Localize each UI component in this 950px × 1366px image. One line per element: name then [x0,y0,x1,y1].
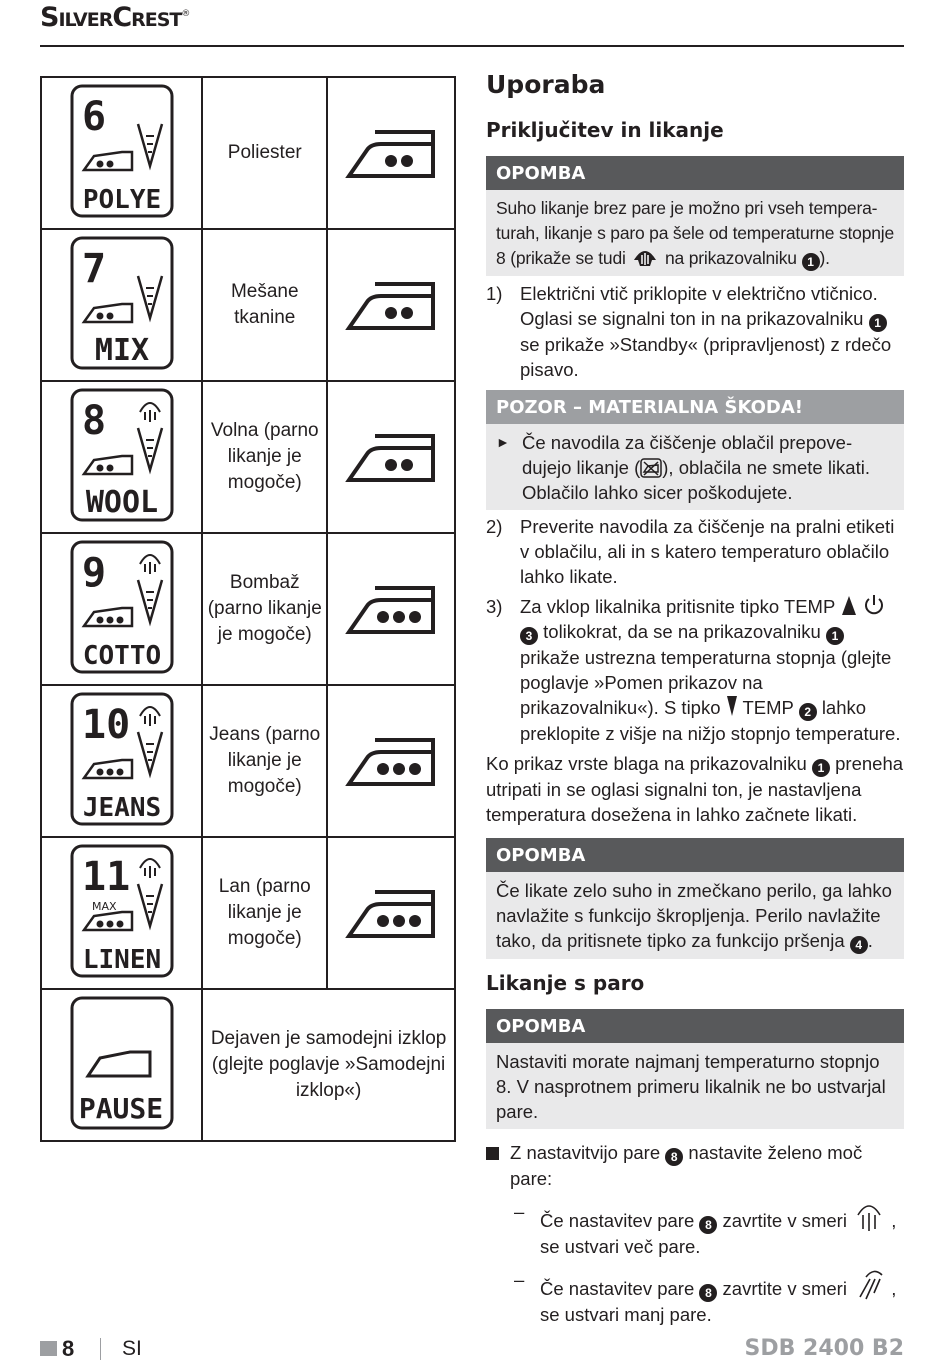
table-row [41,229,455,381]
lcd-display [70,84,174,218]
display-cell [41,229,202,381]
temp-down-icon [726,695,738,717]
lcd-display [70,844,174,978]
iron-symbol-icon [341,420,441,490]
no-iron-icon [640,458,662,478]
iron-symbol-cell [327,381,455,533]
page-footer [40,1336,904,1366]
lcd-pause-code: PAUSE [78,1091,163,1125]
temperature-bar-icon [138,580,162,622]
lcd-fabric-code: POLYE [82,184,161,215]
table-row [41,685,455,837]
paragraph: Ko prikaz vrste blaga na prikazovalniku 1 preneha utripati in se oglasi signalni ton, je nastavljena temperatura dosežena in lahko začnete likati. [486,753,904,825]
subsection-title: Likanje s paro [486,971,645,995]
brand-logo: SilverCrest® [40,2,191,33]
lcd-level: 9 [81,549,106,596]
caution-heading: POZOR – MATERIALNA ŠKODA! [486,390,904,424]
lcd-pause [70,996,174,1130]
display-cell [41,77,202,229]
steam-icon [140,707,160,726]
display-cell [41,837,202,989]
temperature-bar-icon [138,124,162,166]
fabric-label: Poliester [202,77,327,229]
lcd-fabric-code: JEANS [82,792,161,823]
caution-box [486,390,904,510]
dash-item: – Če nastavitev pare 8 zavrtite v smeri , se ustvari več pare. [514,1201,897,1257]
temperature-bar-icon [138,884,162,926]
display-pause [41,989,202,1141]
temperature-bar-icon [138,276,162,318]
note-box [486,156,904,276]
display-cell [41,381,202,533]
iron-icon [84,760,132,778]
bullet-item: Z nastavitvijo pare 8 nastavite želeno moč pare: [486,1140,904,1191]
iron-symbol-cell [327,229,455,381]
iron-symbol-icon [341,724,441,794]
iron-icon [84,304,132,322]
lcd-level: 8 [81,397,106,444]
note-heading: OPOMBA [486,156,904,190]
temperature-bar-icon [138,428,162,470]
section-title: Uporaba [486,70,606,99]
steam-icon [630,246,660,270]
note-heading: OPOMBA [486,1009,904,1043]
iron-icon [84,912,132,930]
table-row [41,381,455,533]
display-table [40,76,456,1142]
iron-symbol-cell [327,685,455,837]
lcd-display [70,236,174,370]
steam-icon [140,555,160,574]
less-steam-icon [852,1267,886,1301]
lcd-display [70,540,174,674]
iron-symbol-cell [327,533,455,685]
note-text: Suho likanje brez pare je možno pri vseh tempera-turah, likanje s paro pa šele od temperaturne stopnje 8 (prikaže se tudi na prikazovalniku 1 ). [486,190,904,276]
iron-symbol-icon [341,268,441,338]
iron-symbol-icon [341,116,441,186]
table-row [41,533,455,685]
table-row [41,77,455,229]
note-text: Nastaviti morate najmanj temperaturno stopnjo 8. V nasprotnem primeru likalnik ne bo ustvarjal pare. [486,1043,904,1129]
footer-square [40,1341,57,1356]
lcd-max-label: MAX [91,899,117,913]
steam-icon [140,859,160,878]
iron-symbol-icon [341,876,441,946]
note-box-3 [486,1009,904,1129]
step-2: 2) Preverite navodila za čiščenje na pralni etiketi v oblačilu, ali in s katero temperaturo oblačilo lahko likate. [486,516,895,587]
table-row [41,837,455,989]
ref-badge: 1 [802,253,820,271]
dash-item: – Če nastavitev pare 8 zavrtite v smeri , se ustvari manj pare. [514,1269,897,1325]
display-cell [41,685,202,837]
caution-text: ► Če navodila za čiščenje oblačil prepove-dujejo likanje ( ), oblačila ne smete likati. Oblačilo lahko sicer poškodujete. [486,424,904,510]
table-row-pause [41,989,455,1141]
subsection-title: Priključitev in likanje [486,118,724,142]
language-code: SI [122,1337,142,1360]
pause-text: Dejaven je samodejni izklop (glejte poglavje »Samodejni izklop«) [202,989,455,1141]
power-icon [863,594,885,616]
lcd-fabric-code: WOOL [85,484,158,520]
lcd-level: 7 [81,245,106,292]
step-3: 3) Za vklop likalnika pritisnite tipko TEMP 3 tolikokrat, da se na prikazovalniku 1 prikaže ustrezna temperaturna stopnja (glejte poglavje »Pomen prikazov na prikazovalniku«). S tipko TEMP 2 lahko preklopite z višje na nižjo stopnjo temperature. [486,596,901,744]
iron-symbol-cell [327,837,455,989]
fabric-label: Volna (parno likanje je mogoče) [202,381,327,533]
iron-icon [84,608,132,626]
note-box-2 [486,838,904,959]
lcd-level: 6 [81,93,106,140]
display-cell [41,533,202,685]
footer-separator [100,1338,101,1360]
fabric-label: Mešane tkanine [202,229,327,381]
fabric-label: Lan (parno likanje je mogoče) [202,837,327,989]
lcd-fabric-code: MIX [94,332,149,368]
lcd-level: 10 [81,701,130,748]
step-1: 1) Električni vtič priklopite v električno vtičnico. Oglasi se signalni ton in na prikazovalniku 1 se prikaže »Standby« (pripravljenost) z rdečo pisavo. [486,283,892,380]
fabric-label: Bombaž (parno likanje je mogoče) [202,533,327,685]
lcd-fabric-code: LINEN [82,944,161,975]
iron-symbol-icon [341,572,441,642]
iron-icon [84,152,132,170]
lcd-display [70,388,174,522]
iron-symbol-cell [327,77,455,229]
temp-up-icon [840,594,858,616]
temperature-bar-icon [138,732,162,774]
lcd-display [70,692,174,826]
more-steam-icon [852,1199,886,1233]
note-heading: OPOMBA [486,838,904,872]
steam-icon [140,403,160,422]
lcd-fabric-code: COTTO [82,640,161,671]
header-rule [40,45,904,47]
lcd-level: 11 [81,853,130,900]
model-number: SDB 2400 B2 [744,1336,904,1361]
note-text: Če likate zelo suho in zmečkano perilo, ga lahko navlažite s funkcijo škropljenja. Perilo navlažite tako, da pritisnete tipko za funkcijo pršenja 4 . [486,872,904,959]
fabric-label: Jeans (parno likanje je mogoče) [202,685,327,837]
iron-icon [84,456,132,474]
page-number: 8 [62,1336,75,1361]
